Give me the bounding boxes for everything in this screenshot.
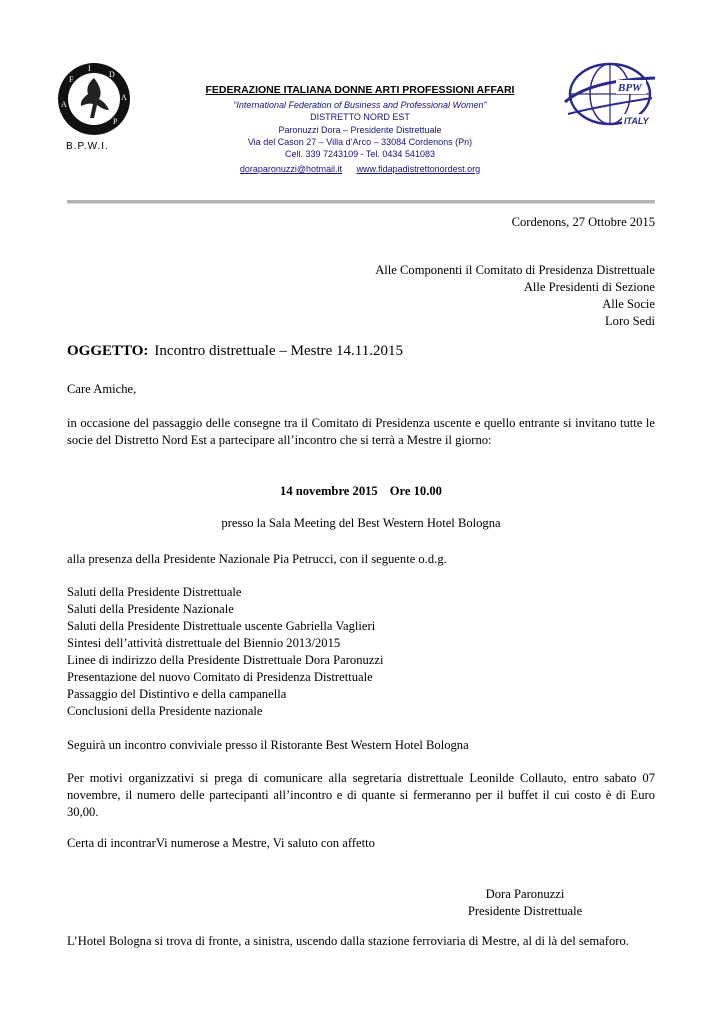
- agenda-item: Passaggio del Distintivo e della campanella: [67, 687, 287, 701]
- event-time: Ore 10.00: [389, 484, 442, 498]
- organization-paragraph: Per motivi organizzativi si prega di comunicare alla segretaria distrettuale Leonilde Collauto, entro sabato 07 novembre, il numero delle partecipanti all’incontro e di quante si fermeranno per il buffet il cui costo è di Euro 30,00.: [67, 771, 655, 819]
- letterhead-district: DISTRETTO NORD EST: [310, 112, 410, 122]
- salutation: Care Amiche,: [67, 382, 137, 396]
- letterhead-links: [150, 163, 570, 175]
- event-date: 14 novembre 2015: [280, 484, 378, 498]
- letterhead-subtitle: “International Federation of Business and Professional Women”: [233, 100, 487, 110]
- letterhead-president: Paronuzzi Dora – Presidente Distrettuale: [278, 125, 442, 135]
- addressee-line: Alle Socie: [602, 297, 655, 311]
- letterhead-phones: Cell. 339 7243109 - Tel. 0434 541083: [285, 149, 435, 159]
- agenda-item: Conclusioni della Presidente nazionale: [67, 704, 263, 718]
- bpw-logo-text: BPW: [618, 82, 642, 94]
- addressee-line: Loro Sedi: [604, 314, 655, 328]
- agenda-item: Saluti della Presidente Distrettuale: [67, 585, 242, 599]
- svg-text:D: D: [109, 70, 115, 79]
- agenda-item: Linee di indirizzo della Presidente Distrettuale Dora Paronuzzi: [67, 653, 384, 667]
- subject-text: Incontro distrettuale – Mestre 14.11.2015: [154, 343, 403, 359]
- svg-text:A: A: [61, 100, 67, 109]
- addressee-line: Alle Componenti il Comitato di Presidenza Distrettuale: [375, 263, 655, 277]
- bpw-logo-italy: ITALY: [624, 116, 649, 126]
- letter-date: Cordenons, 27 Ottobre 2015: [511, 215, 655, 229]
- svg-text:P: P: [113, 117, 118, 126]
- fidapa-logo: [57, 62, 131, 136]
- email-link[interactable]: doraparonuzzi@hotmail.it: [239, 164, 343, 174]
- addressee-line: Alle Presidenti di Sezione: [523, 280, 655, 294]
- event-venue: presso la Sala Meeting del Best Western Hotel Bologna: [221, 516, 501, 530]
- agenda-item: Presentazione del nuovo Comitato di Presidenza Distrettuale: [67, 670, 373, 684]
- bpw-italy-logo: [560, 58, 660, 130]
- agenda-item: Saluti della Presidente Distrettuale uscente Gabriella Vaglieri: [67, 619, 376, 633]
- svg-text:I: I: [88, 64, 91, 73]
- addressee-block: [375, 262, 655, 330]
- subject-line: [67, 343, 403, 359]
- event-datetime: [67, 484, 655, 499]
- invitation-paragraph: in occasione del passaggio delle consegne tra il Comitato di Presidenza uscente e quello entrante si invitano tutte le socie del Distretto Nord Est a partecipare all’incontro che si terrà a Mestre il giorno:: [67, 416, 655, 447]
- letterhead-address: Via del Cason 27 – Villa d’Arco – 33084 Cordenons (Pn): [247, 137, 473, 147]
- follow-up-line: Seguirà un incontro conviviale presso il Ristorante Best Western Hotel Bologna: [67, 738, 469, 752]
- closing-line: Certa di incontrarVi numerose a Mestre, Vi saluto con affetto: [67, 836, 375, 850]
- agenda-item: Saluti della Presidente Nazionale: [67, 602, 234, 616]
- directions-paragraph: L’Hotel Bologna si trova di fronte, a sinistra, uscendo dalla stazione ferroviaria di Mestre, al di là del semaforo.: [67, 934, 629, 948]
- agenda-list: [67, 584, 383, 720]
- header-divider: [67, 200, 655, 204]
- bpwi-caption: B.P.W.I.: [66, 141, 109, 152]
- fidapa-letter: F: [69, 75, 74, 84]
- signature-name: Dora Paronuzzi: [485, 887, 565, 901]
- svg-text:A: A: [121, 93, 127, 102]
- signature-title: Presidente Distrettuale: [467, 904, 583, 918]
- agenda-item: Sintesi dell’attività distrettuale del Biennio 2013/2015: [67, 636, 341, 650]
- presence-line: alla presenza della Presidente Nazionale Pia Petrucci, con il seguente o.d.g.: [67, 552, 447, 566]
- subject-label: OGGETTO:: [67, 343, 149, 359]
- letterhead-title: FEDERAZIONE ITALIANA DONNE ARTI PROFESSIONI AFFARI: [205, 84, 515, 96]
- website-link[interactable]: www.fidapadistrettonordest.org: [356, 164, 481, 174]
